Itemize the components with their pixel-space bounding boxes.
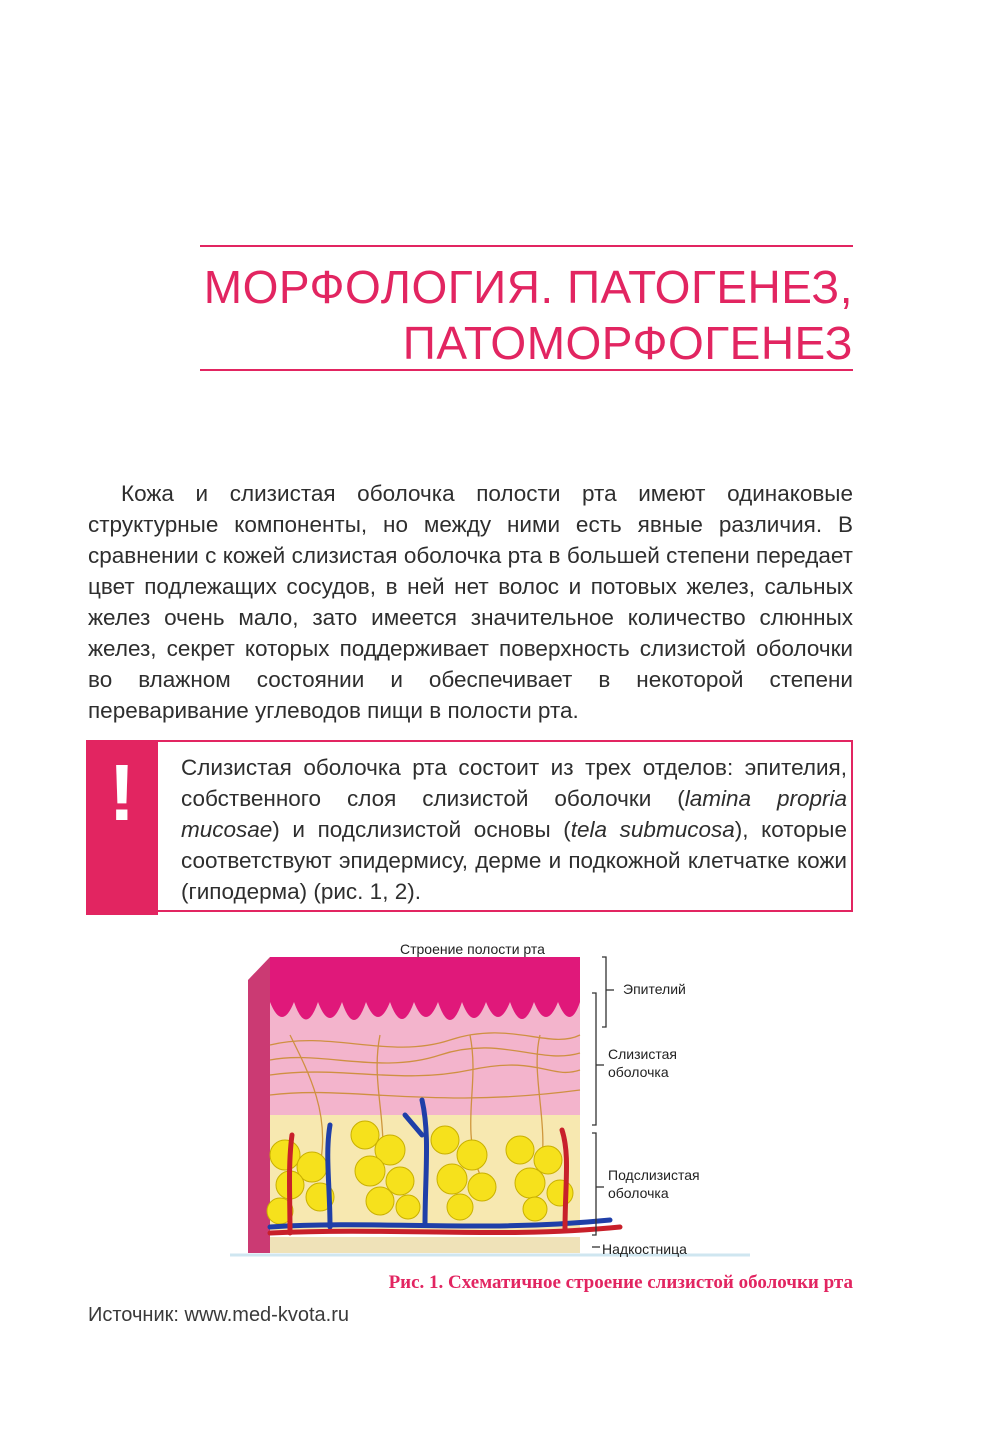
page-title [150,259,853,371]
callout-text-part-2: ) и подслизистой основы ( [272,817,571,842]
mucosa-structure-figure [230,935,760,1265]
label-submucosa-2: оболочка [608,1185,669,1201]
figure-source: Источник: www.med-kvota.ru [88,1304,349,1326]
exclamation-icon: ! [108,748,136,837]
intro-text [88,478,853,726]
callout-term-lamina: lamina propria mucosae [181,786,847,842]
periosteum-layer [270,1237,580,1253]
label-mucosa-2: оболочка [608,1064,669,1080]
title-rule-top [200,245,853,247]
label-mucosa-1: Слизистая [608,1046,677,1062]
callout-term-tela: tela submucosa [570,817,735,842]
layer-brackets [592,957,614,1247]
page-title-line-1: МОРФОЛОГИЯ. ПАТОГЕНЕЗ, [203,261,853,313]
callout-text-part-1: Слизистая оболочка рта состоит из трех отделов: эпителия, собственного слоя слизистой оболочки ( [181,755,847,811]
label-epithelium: Эпителий [623,981,686,997]
callout-text [181,752,847,907]
page-title-line-2: ПАТОМОРФОГЕНЕЗ [402,317,853,369]
figure-top-label: Строение полости рта [400,941,545,957]
title-rule-bottom [200,369,853,371]
label-submucosa-1: Подслизистая [608,1167,700,1183]
intro-paragraph: Кожа и слизистая оболочка полости рта имеют одинаковые структурные компоненты, но между ними есть явные различия. В сравнении с кожей слизистая оболочка рта в большей степени передает цвет подлежащих сосудов, в ней нет волос и потовых желез, сальных желез очень мало, зато имеется значительное количество слюнных желез, секрет которых поддерживает поверхность слизистой оболочки во влажном состоянии и обеспечивает в некоторой степени переваривание углеводов пищи в полости рта. [88,481,853,723]
callout-text-part-3: ), которые соответствуют эпидермису, дерме и подкожной клетчатке кожи (гиподерма) (рис. 1, 2). [181,817,847,904]
figure-caption: Рис. 1. Схематичное строение слизистой оболочки рта [388,1272,853,1293]
callout-box [86,740,855,915]
tissue-side-face [248,957,270,1253]
label-periosteum: Надкостница [602,1241,687,1257]
